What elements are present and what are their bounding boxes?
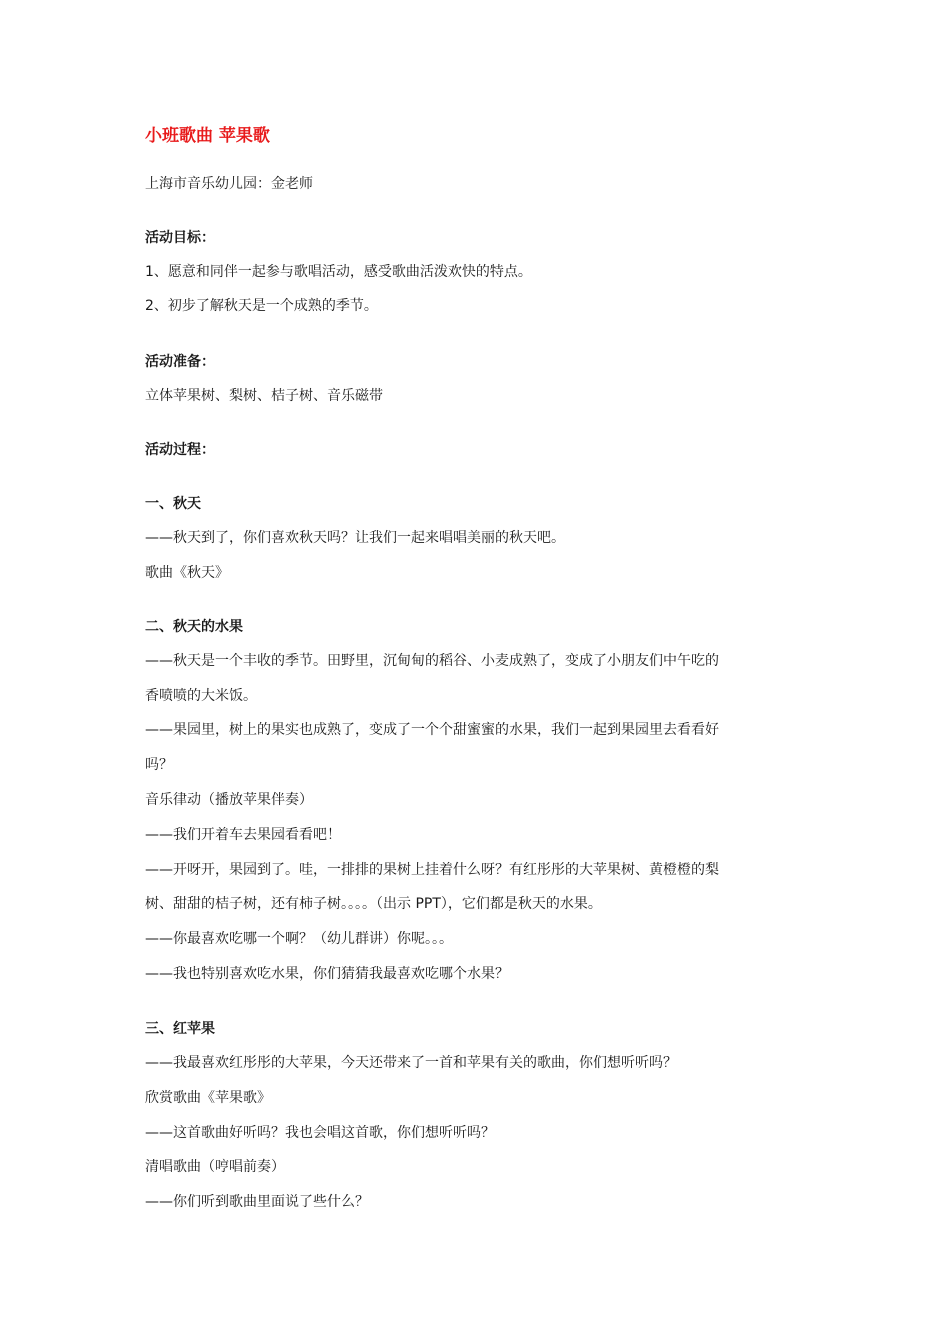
author-line: 上海市音乐幼儿园：金老师: [145, 176, 313, 192]
paragraph-line: ——你最喜欢吃哪一个啊？（幼儿群讲）你呢。。。: [145, 931, 453, 947]
paragraph-line: ——秋天到了，你们喜欢秋天吗？让我们一起来唱唱美丽的秋天吧。: [145, 530, 565, 546]
prep-text: 立体苹果树、梨树、桔子树、音乐磁带: [145, 388, 383, 404]
paragraph-line: 树、甜甜的桔子树，还有柿子树。。。。（出示 PPT），它们都是秋天的水果。: [145, 896, 602, 912]
paragraph-line: 歌曲《秋天》: [145, 565, 229, 581]
paragraph-line: ——我也特别喜欢吃水果，你们猜猜我最喜欢吃哪个水果？: [145, 966, 509, 982]
paragraph-line: ——开呀开，果园到了。哇，一排排的果树上挂着什么呀？有红彤彤的大苹果树、黄橙橙的梨: [145, 862, 719, 878]
paragraph-line: 音乐律动（播放苹果伴奏）: [145, 792, 313, 808]
paragraph-line: 吗？: [145, 757, 173, 773]
paragraph-line: ——秋天是一个丰收的季节。田野里，沉甸甸的稻谷、小麦成熟了，变成了小朋友们中午吃的: [145, 653, 719, 669]
paragraph-line: ——你们听到歌曲里面说了些什么？: [145, 1194, 369, 1210]
paragraph-line: 香喷喷的大米饭。: [145, 688, 257, 704]
process-heading: 活动过程：: [145, 442, 215, 458]
paragraph-line: ——我最喜欢红彤彤的大苹果，今天还带来了一首和苹果有关的歌曲，你们想听听吗？: [145, 1055, 677, 1071]
goal-item: 1、愿意和同伴一起参与歌唱活动，感受歌曲活泼欢快的特点。: [145, 264, 532, 280]
prep-heading: 活动准备：: [145, 354, 215, 370]
goals-heading: 活动目标：: [145, 230, 215, 246]
section-heading: 一、秋天: [145, 496, 201, 512]
paragraph-line: 欣赏歌曲《苹果歌》: [145, 1090, 271, 1106]
section-heading: 三、红苹果: [145, 1021, 215, 1037]
paragraph-line: ——这首歌曲好听吗？我也会唱这首歌，你们想听听吗？: [145, 1125, 495, 1141]
paragraph-line: ——我们开着车去果园看看吧！: [145, 827, 341, 843]
paragraph-line: 清唱歌曲（哼唱前奏）: [145, 1159, 285, 1175]
paragraph-line: ——果园里，树上的果实也成熟了，变成了一个个甜蜜蜜的水果，我们一起到果园里去看看好: [145, 722, 719, 738]
section-heading: 二、秋天的水果: [145, 619, 243, 635]
goal-item: 2、初步了解秋天是一个成熟的季节。: [145, 298, 378, 314]
document-title: 小班歌曲 苹果歌: [145, 126, 270, 146]
